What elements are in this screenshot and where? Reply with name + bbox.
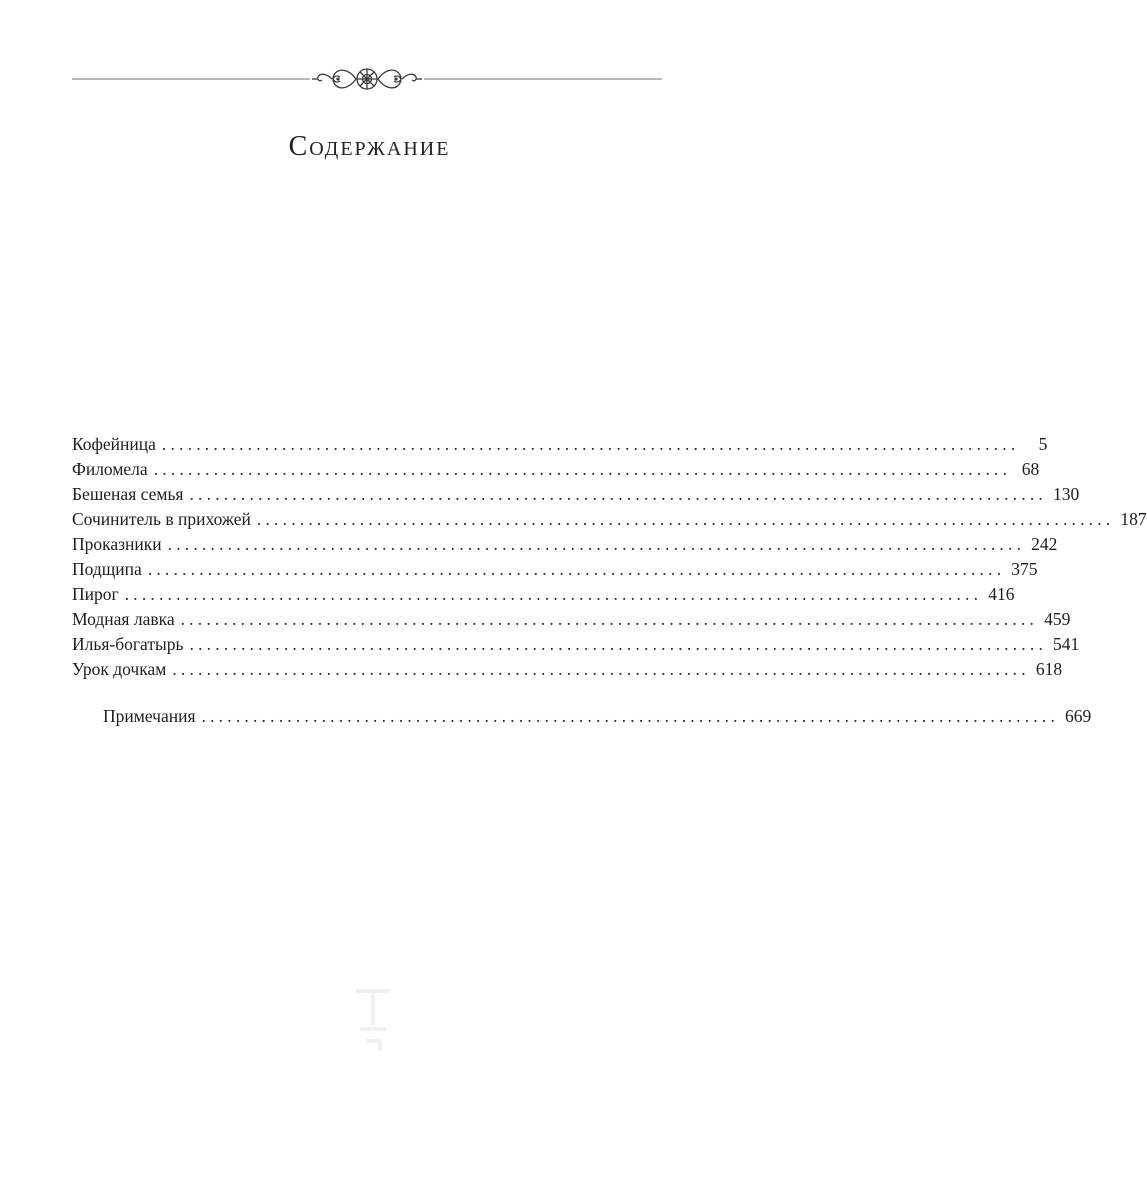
toc-entry-page: 5	[1038, 434, 1048, 454]
toc-entry-title: Пирог	[72, 584, 119, 604]
faint-bleed-through-mark	[352, 985, 394, 1055]
leader-dots: ....................................................................................................	[180, 609, 1039, 629]
leader-dots: ....................................................................................................	[189, 634, 1048, 654]
leader-dots: ....................................................................................................	[189, 484, 1047, 504]
toc-entry	[72, 582, 1015, 607]
toc-entry-title: Проказники	[72, 534, 162, 554]
leader-dots: ....................................................................................................	[161, 434, 1020, 454]
table-of-contents	[72, 432, 1147, 729]
leader-dots: ....................................................................................................	[172, 659, 1030, 679]
toc-entry-page: 242	[1031, 534, 1058, 554]
page-title: Содержание	[288, 130, 451, 162]
toc-entry	[72, 632, 1080, 657]
leader-dots: ....................................................................................................	[256, 509, 1115, 529]
toc-entry-page: 459	[1044, 609, 1071, 629]
toc-entry	[72, 457, 1040, 482]
toc-entry	[72, 557, 1038, 582]
toc-entry-page: 68	[1021, 459, 1040, 479]
toc-entry-page: 618	[1035, 659, 1063, 679]
toc-notes-page: 669	[1065, 706, 1092, 726]
toc-entry-title: Подщипа	[72, 559, 142, 579]
toc-notes-entry	[72, 704, 1092, 729]
toc-entry-page: 375	[1011, 559, 1038, 579]
leader-dots: ....................................................................................................	[124, 584, 983, 604]
toc-entry	[72, 432, 1048, 457]
toc-entry-page: 416	[988, 584, 1015, 604]
toc-entry-title: Урок дочкам	[72, 659, 167, 679]
toc-entry	[72, 607, 1071, 632]
leader-dots: ....................................................................................................	[167, 534, 1026, 554]
toc-entry-page: 187	[1120, 509, 1147, 529]
toc-notes-title: Примечания	[103, 706, 196, 726]
toc-entry-page: 130	[1052, 484, 1080, 504]
toc-entry	[72, 532, 1058, 557]
toc-entry-title: Сочинитель в прихожей	[72, 509, 251, 529]
leader-dots: ....................................................................................................	[201, 706, 1060, 726]
toc-entry	[72, 507, 1147, 532]
toc-entry	[72, 657, 1063, 682]
leader-dots: ....................................................................................................	[153, 459, 1012, 479]
toc-entry-title: Модная лавка	[72, 609, 175, 629]
toc-entry-title: Илья-богатырь	[72, 634, 184, 654]
toc-entry-title: Бешеная семья	[72, 484, 184, 504]
toc-entry-page: 541	[1053, 634, 1080, 654]
leader-dots: ....................................................................................................	[147, 559, 1006, 579]
header-ornament	[72, 58, 662, 100]
toc-entry-title: Филомела	[72, 459, 148, 479]
ornament-icon	[72, 58, 662, 100]
toc-entry-title: Кофейница	[72, 434, 156, 454]
toc-entry	[72, 482, 1080, 507]
